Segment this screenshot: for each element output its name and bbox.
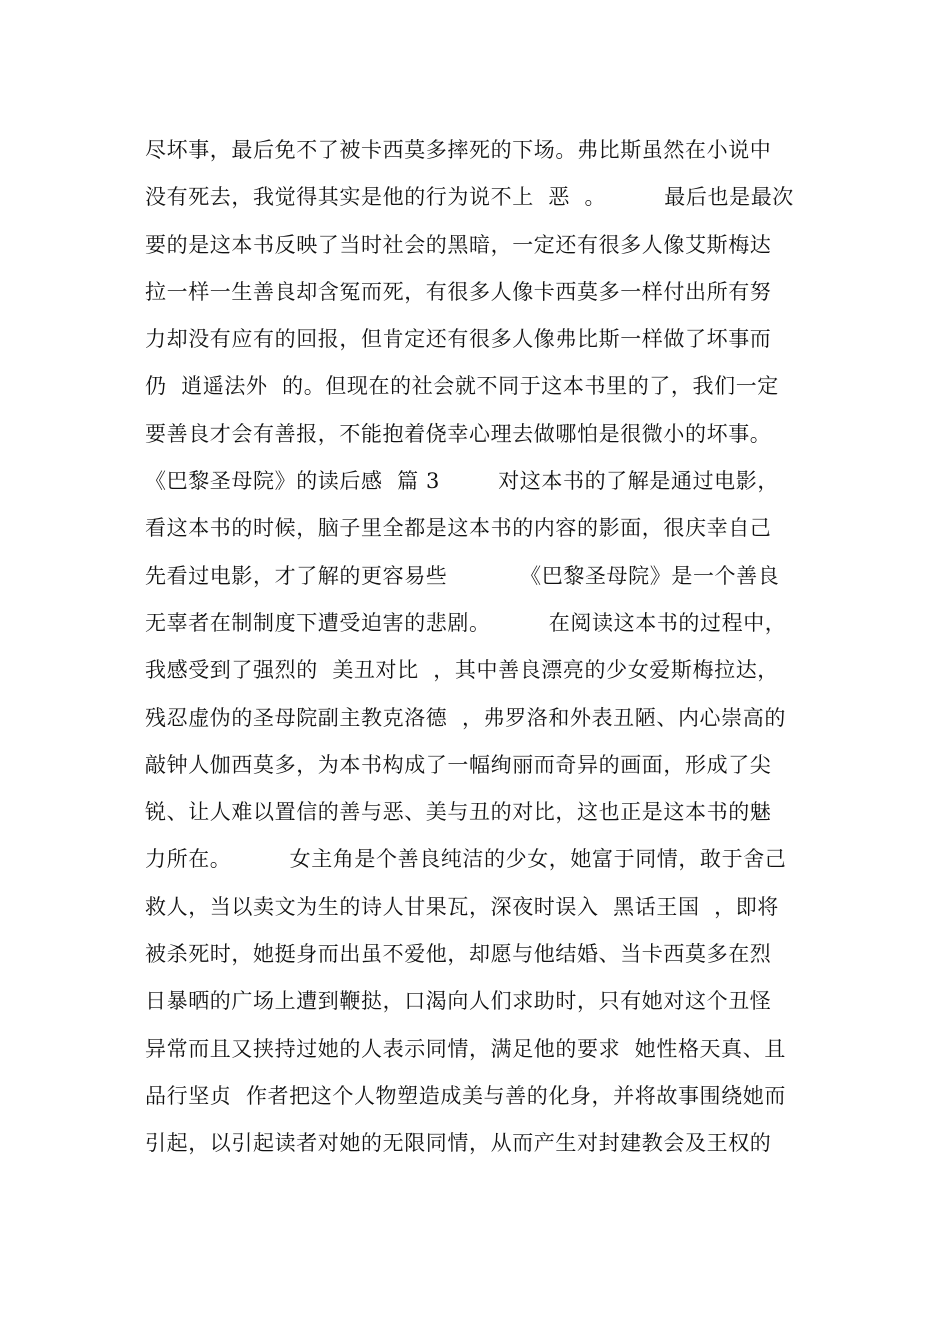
- text-line: 看这本书的时候，脑子里全都是这本书的内容的影面，很庆幸自己: [145, 516, 772, 541]
- text-line: 我感受到了强烈的 美丑对比 ，其中善良漂亮的少女爱斯梅拉达，: [145, 658, 779, 683]
- text-line: 被杀死时，她挺身而出虽不爱他，却愿与他结婚、当卡西莫多在烈: [145, 942, 772, 967]
- body-text: [145, 127, 815, 1168]
- text-line: 救人，当以卖文为生的诗人甘果瓦，深夜时误入 黑话王国 ，即将: [145, 894, 779, 919]
- text-line: 力所在。 女主角是个善良纯洁的少女，她富于同情，敢于舍己: [145, 847, 787, 872]
- text-line: 没有死去，我觉得其实是他的行为说不上 恶 。 最后也是最次: [145, 185, 794, 210]
- text-line: 敲钟人伽西莫多，为本书构成了一幅绚丽而奇异的画面，形成了尖: [145, 752, 772, 777]
- text-line: 品行坚贞 作者把这个人物塑造成美与善的化身，并将故事围绕她而: [145, 1083, 786, 1108]
- text-line: 锐、让人难以置信的善与恶、美与丑的对比，这也正是这本书的魅: [145, 800, 772, 825]
- text-line: 仍 逍遥法外 的。但现在的社会就不同于这本书里的了，我们一定: [145, 374, 779, 399]
- text-line: 力却没有应有的回报，但肯定还有很多人像弗比斯一样做了坏事而: [145, 327, 772, 352]
- text-line: 无辜者在制制度下遭受迫害的悲剧。 在阅读这本书的过程中，: [145, 610, 787, 635]
- text-line: 拉一样一生善良却含冤而死，有很多人像卡西莫多一样付出所有努: [145, 279, 772, 304]
- text-line: 尽坏事，最后免不了被卡西莫多摔死的下场。弗比斯虽然在小说中: [145, 138, 772, 162]
- text-line: 异常而且又挟持过她的人表示同情，满足他的要求 她性格天真、且: [145, 1036, 786, 1061]
- text-line: 残忍虚伪的圣母院副主教克洛德 ，弗罗洛和外表丑陋、内心崇高的: [145, 705, 786, 730]
- text-line: 日暴晒的广场上遭到鞭挞，口渴向人们求助时，只有她对这个丑怪: [145, 989, 772, 1014]
- text-line: 引起，以引起读者对她的无限同情，从而产生对封建教会及王权的: [145, 1131, 772, 1156]
- text-line: 《巴黎圣母院》的读后感 篇 3 对这本书的了解是通过电影，: [145, 469, 779, 494]
- text-line: 要的是这本书反映了当时社会的黑暗，一定还有很多人像艾斯梅达: [145, 232, 772, 257]
- text-line: 先看过电影，才了解的更容易些 《巴黎圣母院》是一个善良: [145, 563, 780, 588]
- text-line: 要善良才会有善报，不能抱着侥幸心理去做哪怕是很微小的坏事。: [145, 421, 772, 446]
